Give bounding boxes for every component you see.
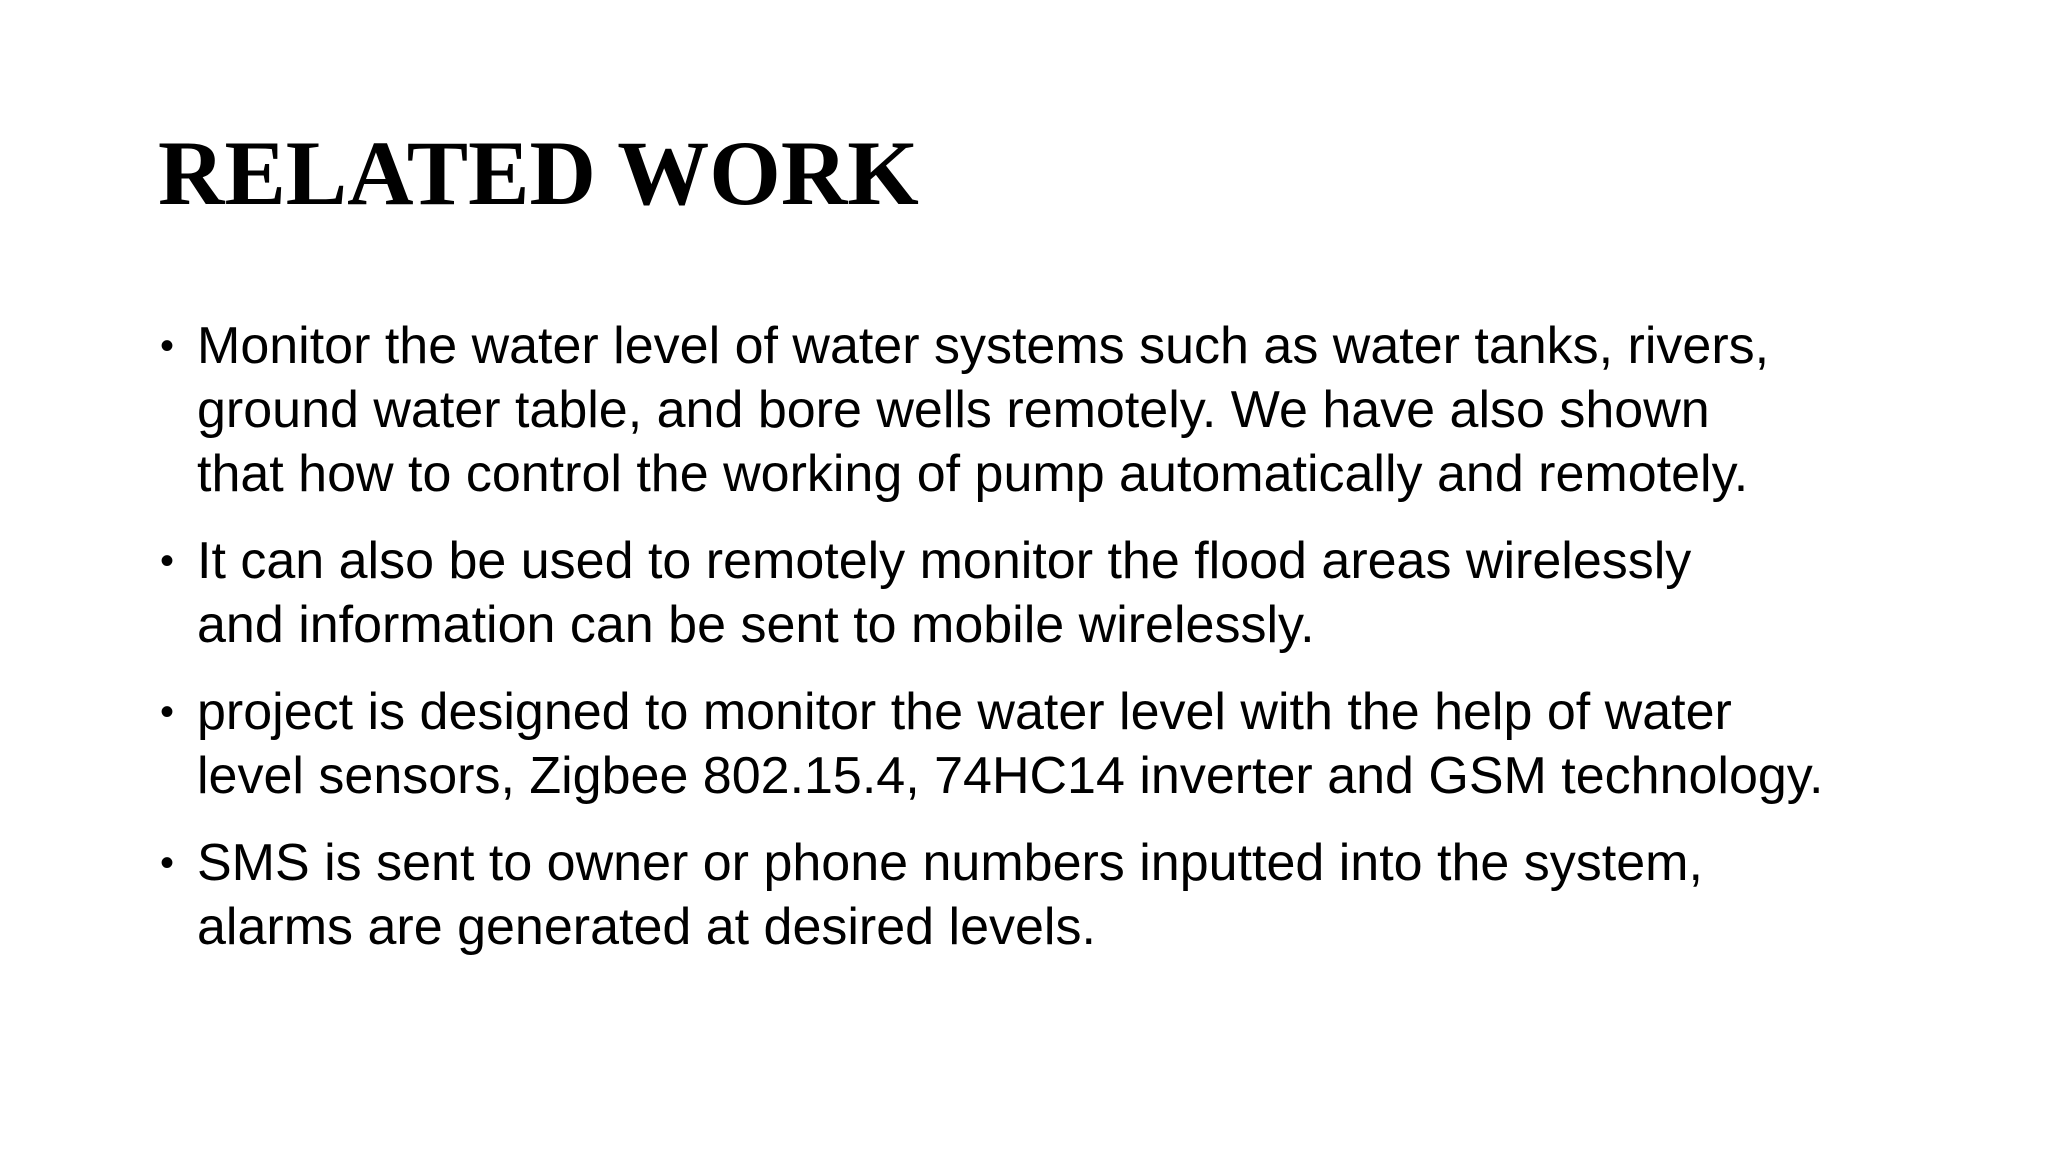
bullet-text-line: ground water table, and bore wells remotely. We have also shown — [197, 381, 1710, 439]
bullet-text-line: Monitor the water level of water systems such as water tanks, rivers, — [197, 317, 1770, 375]
bullet-text-line: and information can be sent to mobile wirelessly. — [197, 596, 1315, 654]
bullet-text-line: project is designed to monitor the water level with the help of water — [197, 683, 1732, 741]
bullet-item — [160, 314, 1920, 506]
bullet-text-line: It can also be used to remotely monitor the flood areas wirelessly — [197, 532, 1692, 590]
bullet-text-line: level sensors, Zigbee 802.15.4, 74HC14 inverter and GSM technology. — [197, 747, 1824, 805]
bullet-icon: • — [160, 324, 175, 368]
bullet-text-line: alarms are generated at desired levels. — [197, 898, 1096, 956]
bullet-icon: • — [160, 690, 175, 734]
slide-title: RELATED WORK — [158, 122, 919, 224]
bullet-text-line: that how to control the working of pump automatically and remotely. — [197, 445, 1749, 503]
bullet-list — [160, 314, 1920, 982]
bullet-item — [160, 529, 1920, 657]
bullet-text-line: SMS is sent to owner or phone numbers inputted into the system, — [197, 834, 1703, 892]
bullet-icon: • — [160, 841, 175, 885]
bullet-item — [160, 680, 1920, 808]
bullet-icon: • — [160, 539, 175, 583]
bullet-item — [160, 831, 1920, 959]
